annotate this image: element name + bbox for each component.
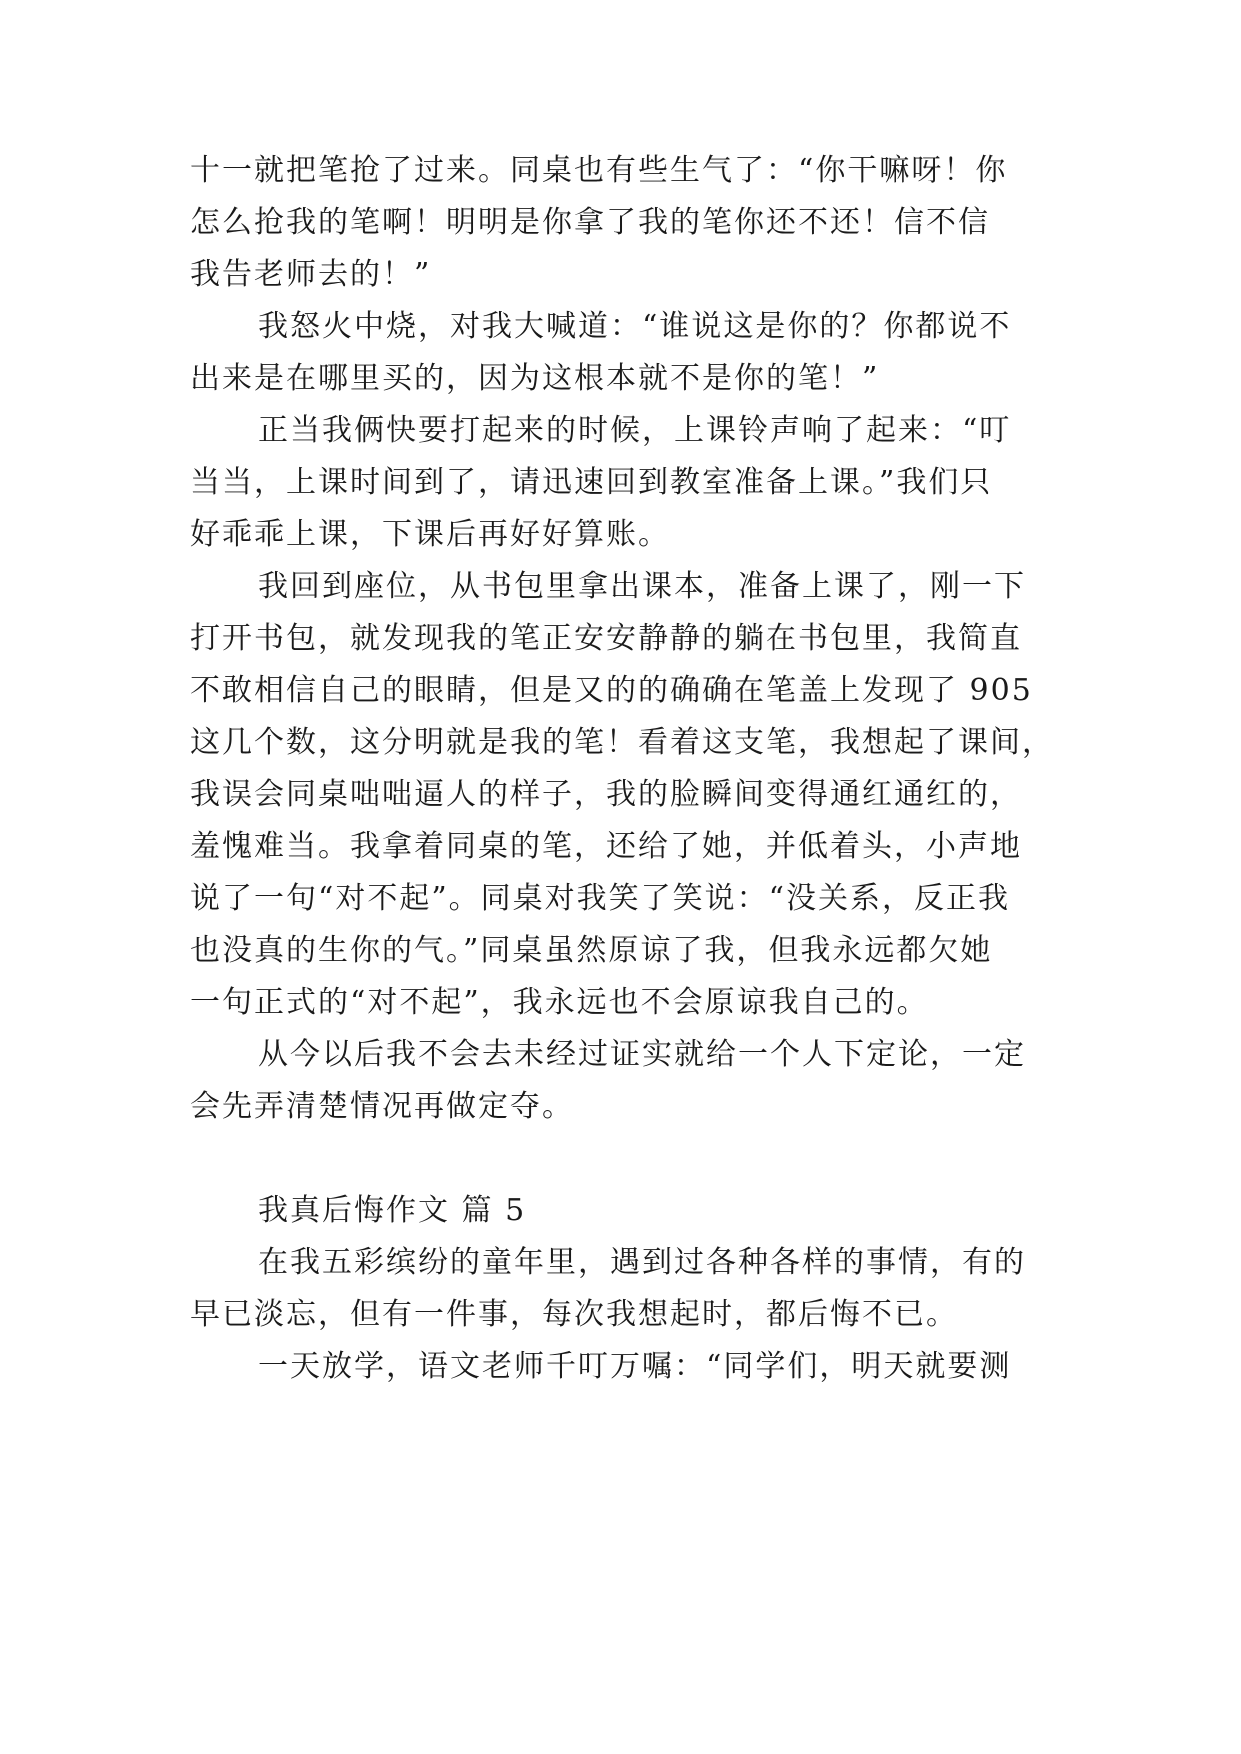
paragraph-line: 十一就把笔抢了过来。同桌也有些生气了：“你干嘛呀！你 xyxy=(190,153,1008,188)
paragraph-line: 从今以后我不会去未经过证实就给一个人下定论，一定 xyxy=(258,1037,1026,1072)
paragraph-line: 我回到座位，从书包里拿出课本，准备上课了，刚一下 xyxy=(258,569,1026,604)
paragraph-line: 出来是在哪里买的，因为这根本就不是你的笔！” xyxy=(190,361,880,396)
paragraph-line: 我怒火中烧，对我大喊道：“谁说这是你的？你都说不 xyxy=(258,309,1012,344)
paragraph-line: 我误会同桌咄咄逼人的样子，我的脸瞬间变得通红通红的， xyxy=(190,777,1022,812)
section-heading: 我真后悔作文 篇 5 xyxy=(258,1193,527,1228)
paragraph-line: 在我五彩缤纷的童年里，遇到过各种各样的事情，有的 xyxy=(258,1245,1026,1280)
paragraph-line: 正当我俩快要打起来的时候，上课铃声响了起来：“叮 xyxy=(258,413,1012,448)
paragraph-line: 怎么抢我的笔啊！明明是你拿了我的笔你还不还！信不信 xyxy=(190,205,990,240)
paragraph-line: 当当，上课时间到了，请迅速回到教室准备上课。”我们只 xyxy=(190,465,993,500)
paragraph-line: 羞愧难当。我拿着同桌的笔，还给了她，并低着头，小声地 xyxy=(190,829,1022,864)
paragraph-line: 会先弄清楚情况再做定夺。 xyxy=(190,1089,574,1124)
paragraph-line: 一句正式的“对不起”，我永远也不会原谅我自己的。 xyxy=(190,985,929,1020)
paragraph-line: 一天放学，语文老师千叮万嘱：“同学们，明天就要测 xyxy=(258,1349,1012,1384)
paragraph-line: 早已淡忘，但有一件事，每次我想起时，都后悔不已。 xyxy=(190,1297,958,1332)
paragraph-line: 说了一句“对不起”。同桌对我笑了笑说：“没关系，反正我 xyxy=(190,881,1011,916)
paragraph-line: 不敢相信自己的眼睛，但是又的的确确在笔盖上发现了 905 xyxy=(190,673,1033,708)
paragraph-line: 我告老师去的！” xyxy=(190,257,432,292)
paragraph-line: 这几个数，这分明就是我的笔！看着这支笔，我想起了课间， xyxy=(190,725,1054,760)
paragraph-line: 打开书包，就发现我的笔正安安静静的躺在书包里，我简直 xyxy=(190,621,1022,656)
paragraph-line: 好乖乖上课，下课后再好好算账。 xyxy=(190,517,670,552)
paragraph-line: 也没真的生你的气。”同桌虽然原谅了我，但我永远都欠她 xyxy=(190,933,993,968)
